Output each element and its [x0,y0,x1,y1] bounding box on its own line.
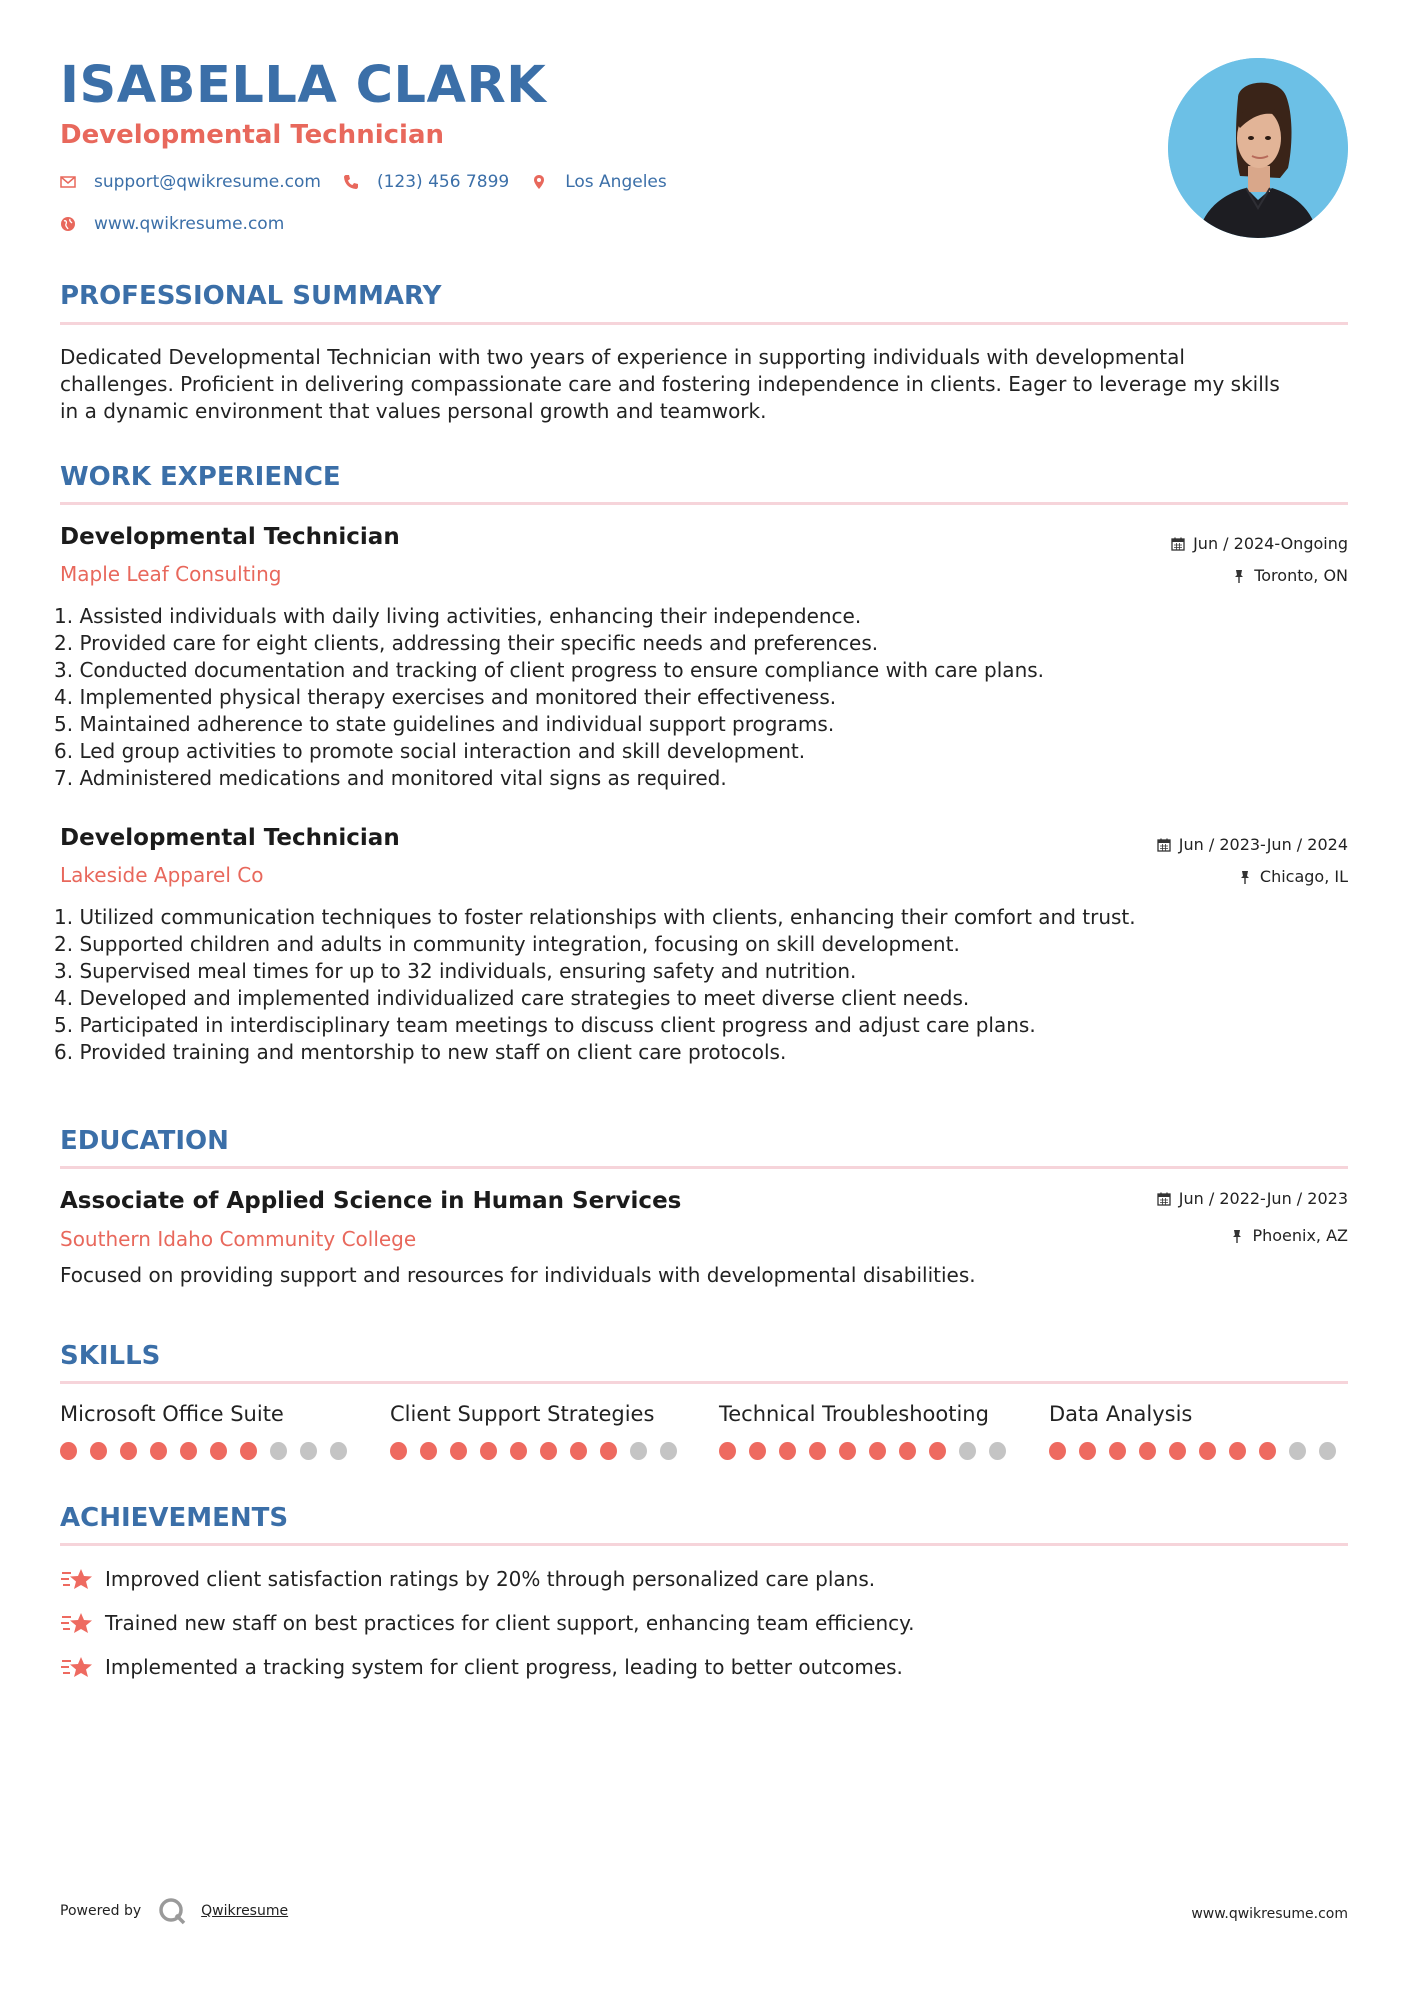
qwikresume-link[interactable]: Qwikresume [201,1903,289,1919]
contact-email[interactable] [60,172,321,192]
list-item: 6. Led group activities to promote social interaction and skill development. [54,739,806,763]
job-dates-text: Jun / 2023-Jun / 2024 [1178,835,1348,854]
rating-dot-empty [1319,1442,1336,1460]
skill-item [60,1402,360,1460]
rating-dot-filled [570,1442,587,1460]
job-location [1238,867,1348,886]
section-title-summary: PROFESSIONAL SUMMARY [60,281,442,311]
list-item: 7. Administered medications and monitored vital signs as required. [54,766,727,790]
rating-dot-filled [150,1442,167,1460]
job-duties [54,603,1044,792]
achievement-text: Improved client satisfaction ratings by 20% through personalized care plans. [105,1567,876,1591]
education-location-text: Phoenix, AZ [1252,1226,1348,1245]
contact-row-2 [60,214,306,234]
rating-dot-filled [719,1442,736,1460]
skill-item [390,1402,690,1460]
skill-name: Technical Troubleshooting [719,1402,989,1426]
portrait-illustration [1168,58,1348,238]
skill-rating [60,1442,360,1460]
job-dates [1171,534,1348,553]
rating-dot-filled [839,1442,856,1460]
section-divider [60,502,1348,505]
section-title-skills: SKILLS [60,1341,161,1371]
summary-line: challenges. Proficient in delivering compassionate care and fostering independence in clients. Eager to leverage my skills [60,372,1280,396]
rating-dot-filled [1109,1442,1126,1460]
rating-dot-filled [809,1442,826,1460]
website-text: www.qwikresume.com [94,214,285,234]
pushpin-icon [1238,870,1252,884]
section-divider [60,1543,1348,1546]
education-school: Southern Idaho Community College [60,1227,417,1251]
rating-dot-filled [120,1442,137,1460]
pushpin-icon [1232,569,1246,583]
job-duties [54,904,1136,1066]
skill-rating [390,1442,690,1460]
calendar-icon [1157,1192,1171,1206]
list-item: 3. Supervised meal times for up to 32 individuals, ensuring safety and nutrition. [54,959,857,983]
job-location-text: Chicago, IL [1259,867,1348,886]
education-dates [1157,1189,1348,1208]
phone-text: (123) 456 7899 [376,172,510,192]
rating-dot-empty [660,1442,677,1460]
education-dates-text: Jun / 2022-Jun / 2023 [1178,1189,1348,1208]
education-location [1230,1226,1348,1245]
list-item: 4. Implemented physical therapy exercises and monitored their effectiveness. [54,685,837,709]
section-divider [60,322,1348,325]
rating-dot-filled [899,1442,916,1460]
list-item: 2. Supported children and adults in community integration, focusing on skill development. [54,932,960,956]
skill-rating [719,1442,1019,1460]
section-title-experience: WORK EXPERIENCE [60,462,341,492]
shooting-star-icon [60,1566,94,1592]
rating-dot-filled [180,1442,197,1460]
rating-dot-filled [60,1442,77,1460]
job-company: Lakeside Apparel Co [60,863,264,887]
job-title: Developmental Technician [60,524,400,550]
list-item: 6. Provided training and mentorship to new staff on client care protocols. [54,1040,787,1064]
achievement-item [60,1654,903,1680]
job-location [1232,566,1348,585]
rating-dot-filled [210,1442,227,1460]
section-divider [60,1166,1348,1169]
rating-dot-filled [929,1442,946,1460]
education-description: Focused on providing support and resources for individuals with developmental disabilities. [60,1263,976,1287]
achievement-text: Implemented a tracking system for client progress, leading to better outcomes. [105,1655,903,1679]
rating-dot-filled [90,1442,107,1460]
list-item: 5. Participated in interdisciplinary team meetings to discuss client progress and adjust care plans. [54,1013,1036,1037]
rating-dot-empty [959,1442,976,1460]
section-title-education: EDUCATION [60,1126,229,1156]
location-text: Los Angeles [565,172,667,192]
contact-row [60,172,689,192]
profile-photo [1168,58,1348,238]
achievement-text: Trained new staff on best practices for client support, enhancing team efficiency. [105,1611,915,1635]
list-item: 1. Utilized communication techniques to foster relationships with clients, enhancing their comfort and trust. [54,905,1136,929]
rating-dot-filled [869,1442,886,1460]
rating-dot-filled [540,1442,557,1460]
rating-dot-empty [989,1442,1006,1460]
pushpin-icon [1230,1229,1244,1243]
rating-dot-filled [480,1442,497,1460]
rating-dot-filled [420,1442,437,1460]
rating-dot-empty [270,1442,287,1460]
job-company: Maple Leaf Consulting [60,562,282,586]
resume-page [54,0,1348,1990]
job-dates [1157,835,1348,854]
candidate-name: ISABELLA CLARK [60,56,547,115]
contact-location [531,172,667,192]
envelope-icon [60,174,76,190]
summary-line: Dedicated Developmental Technician with two years of experience in supporting individuals with developmental [60,345,1185,369]
achievement-item [60,1566,875,1592]
email-text: support@qwikresume.com [94,172,321,192]
candidate-title: Developmental Technician [60,120,444,150]
skill-rating [1049,1442,1349,1460]
powered-by-text: Powered by [60,1903,142,1919]
job-location-text: Toronto, ON [1254,566,1348,585]
section-title-achievements: ACHIEVEMENTS [60,1503,289,1533]
shooting-star-icon [60,1610,94,1636]
skill-item [1049,1402,1349,1460]
skill-name: Client Support Strategies [390,1402,655,1426]
rating-dot-filled [1229,1442,1246,1460]
achievement-item [60,1610,915,1636]
calendar-icon [1171,537,1185,551]
list-item: 5. Maintained adherence to state guidelines and individual support programs. [54,712,835,736]
rating-dot-filled [1049,1442,1066,1460]
contact-phone[interactable] [343,172,509,192]
phone-icon [343,174,359,190]
rating-dot-filled [1169,1442,1186,1460]
rating-dot-filled [240,1442,257,1460]
footer-powered-by [60,1896,288,1926]
list-item: 1. Assisted individuals with daily living activities, enhancing their independence. [54,604,862,628]
skill-name: Microsoft Office Suite [60,1402,284,1426]
map-pin-icon [531,174,547,190]
rating-dot-filled [1139,1442,1156,1460]
rating-dot-filled [1199,1442,1216,1460]
list-item: 3. Conducted documentation and tracking of client progress to ensure compliance with care plans. [54,658,1045,682]
list-item: 2. Provided care for eight clients, addressing their specific needs and preferences. [54,631,879,655]
skill-name: Data Analysis [1049,1402,1193,1426]
rating-dot-filled [1259,1442,1276,1460]
rating-dot-empty [330,1442,347,1460]
rating-dot-empty [1289,1442,1306,1460]
qwikresume-logo-icon [157,1896,187,1926]
job-title: Developmental Technician [60,825,400,851]
skill-item [719,1402,1019,1460]
contact-website[interactable] [60,214,284,234]
job-dates-text: Jun / 2024-Ongoing [1193,534,1348,553]
rating-dot-filled [510,1442,527,1460]
rating-dot-filled [600,1442,617,1460]
globe-icon [60,216,76,232]
rating-dot-filled [749,1442,766,1460]
rating-dot-empty [300,1442,317,1460]
rating-dot-filled [390,1442,407,1460]
rating-dot-filled [1079,1442,1096,1460]
shooting-star-icon [60,1654,94,1680]
list-item: 4. Developed and implemented individualized care strategies to meet diverse client needs. [54,986,970,1010]
summary-line: in a dynamic environment that values personal growth and teamwork. [60,399,767,423]
rating-dot-filled [450,1442,467,1460]
footer-website[interactable]: www.qwikresume.com [1191,1906,1348,1922]
summary-text [60,344,1348,425]
calendar-icon [1157,838,1171,852]
education-degree: Associate of Applied Science in Human Services [60,1188,682,1214]
rating-dot-empty [630,1442,647,1460]
section-divider [60,1381,1348,1384]
rating-dot-filled [779,1442,796,1460]
